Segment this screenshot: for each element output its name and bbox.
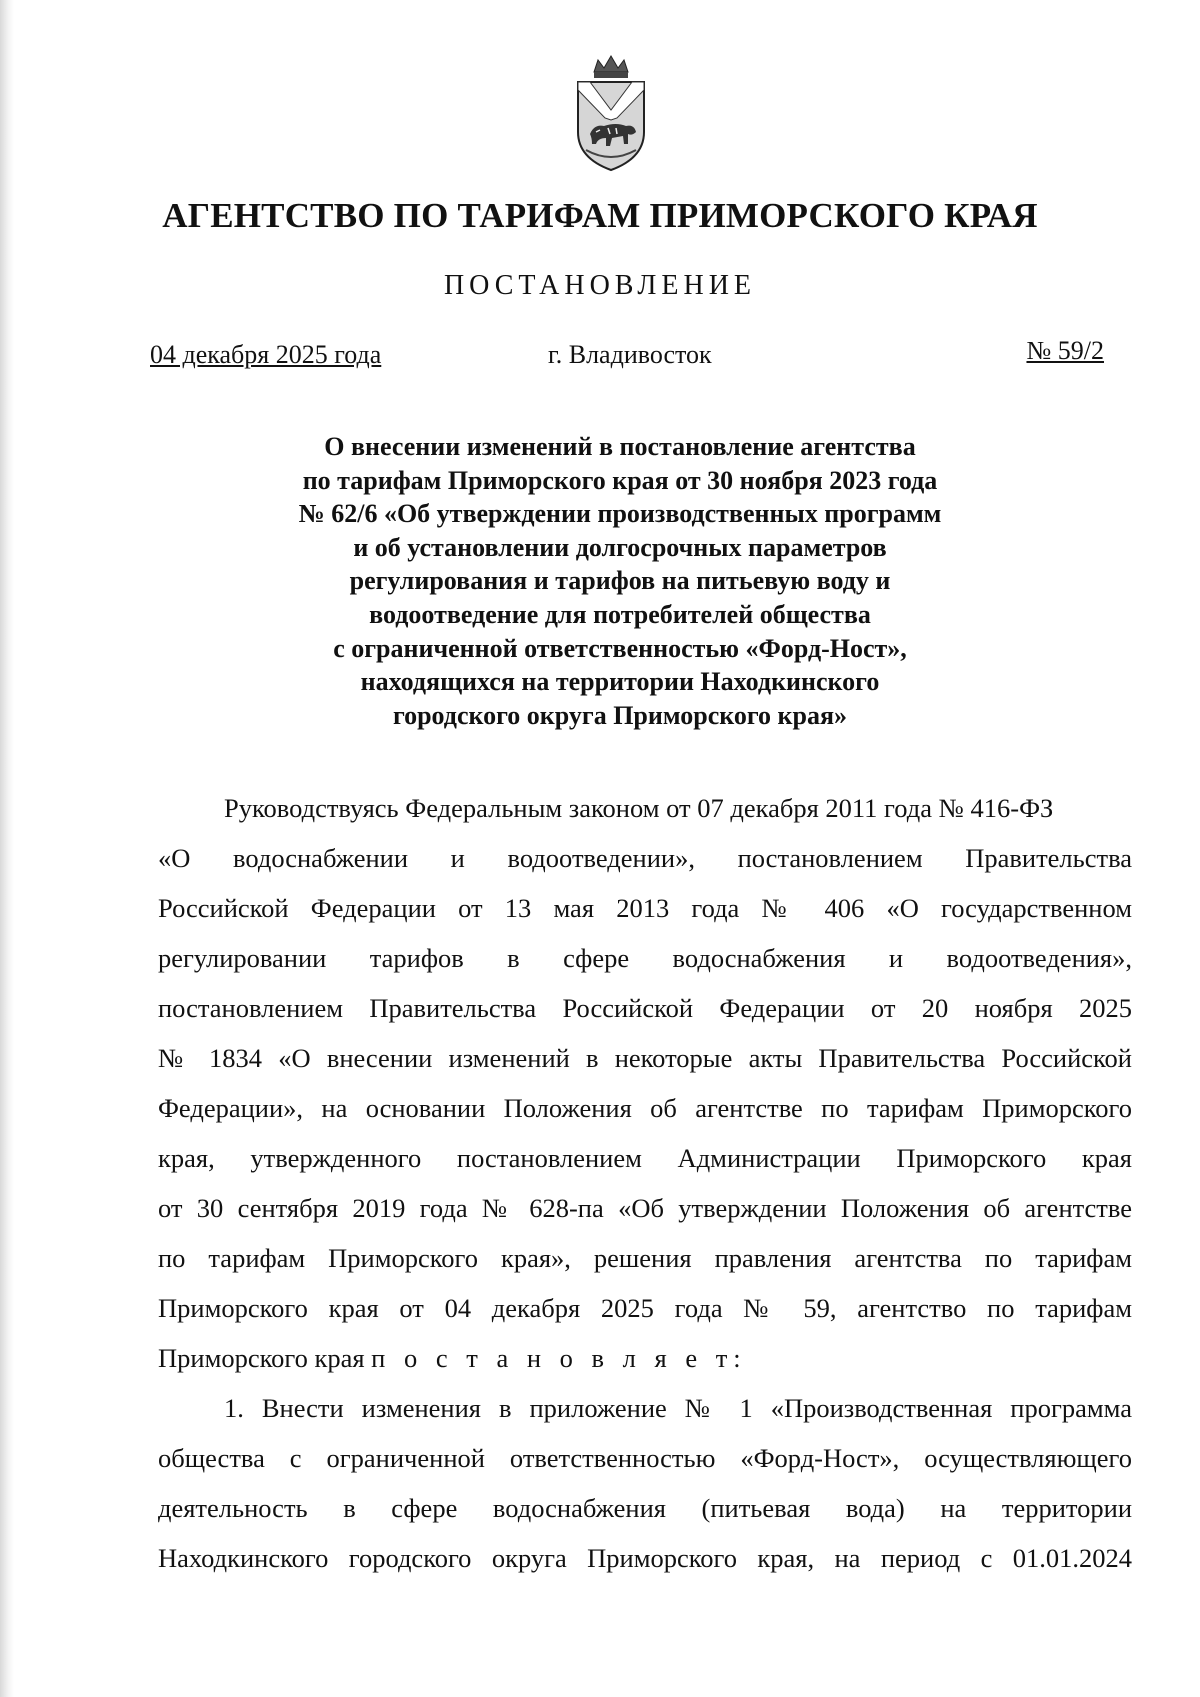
body-line-decree [158,1342,1132,1392]
subject-line: и об установлении долгосрочных параметров [353,532,887,562]
document-body [158,792,1132,1592]
subject-line: регулирования и тарифов на питьевую воду и [349,566,891,596]
subject-line: О внесении изменений в постановление агентства [324,432,916,461]
agency-name: АГЕНТСТВО ПО ТАРИФАМ ПРИМОРСКОГО КРАЯ [162,196,1038,235]
scan-page-edge [0,0,14,1697]
document-date: 04 декабря 2025 года [150,340,382,369]
document-subject [200,430,1040,732]
body-line: Приморского края [158,1343,365,1373]
body-line: Находкинского городского округа Приморского края, на период с 01.01.2024 [158,1543,1132,1573]
body-line: Приморского края от 04 декабря 2025 года № 59, агентство по тарифам [158,1293,1132,1323]
body-line: деятельность в сфере водоснабжения (питьевая вода) на территории [158,1493,1132,1523]
body-line: общества с ограниченной ответственностью «Форд-Ност», осуществляющего [158,1443,1132,1473]
subject-line: по тарифам Приморского края от 30 ноября 2023 года [302,465,938,495]
body-line: края, утвержденного постановлением Администрации Приморского края [158,1143,1132,1173]
subject-line: с ограниченной ответственностью «Форд-Ност», [333,633,907,663]
body-line: 1. Внести изменения в приложение № 1 «Производственная программа [224,1393,1132,1423]
subject-line: № 62/6 «Об утверждении производственных программ [298,499,942,529]
body-line: от 30 сентября 2019 года № 628-па «Об утверждении Положения об агентстве [158,1193,1132,1223]
coat-of-arms-icon [572,54,650,176]
document-city: г. Владивосток [548,340,712,369]
body-line: Руководствуясь Федеральным законом от 07 декабря 2011 года № 416-ФЗ [224,793,1054,823]
body-line: Российской Федерации от 13 мая 2013 года № 406 «О государственном [158,893,1132,923]
body-line: по тарифам Приморского края», решения правления агентства по тарифам [158,1243,1132,1273]
document-number: № 59/2 [1026,336,1104,365]
body-line: постановлением Правительства Российской Федерации от 20 ноября 2025 [158,993,1132,1023]
body-line: «О водоснабжении и водоотведении», постановлением Правительства [158,843,1132,873]
subject-line: водоотведение для потребителей общества [369,599,871,629]
body-line: № 1834 «О внесении изменений в некоторые акты Правительства Российской [158,1043,1132,1073]
subject-line: находящихся на территории Находкинского [360,667,880,697]
body-line: Федерации», на основании Положения об агентстве по тарифам Приморского [158,1093,1132,1123]
document-type: ПОСТАНОВЛЕНИЕ [443,270,757,301]
body-line: регулировании тарифов в сфере водоснабжения и водоотведения», [158,943,1132,973]
subject-line: городского округа Приморского края» [392,700,848,730]
decree-word: п о с т а н о в л я е т: [371,1343,747,1373]
